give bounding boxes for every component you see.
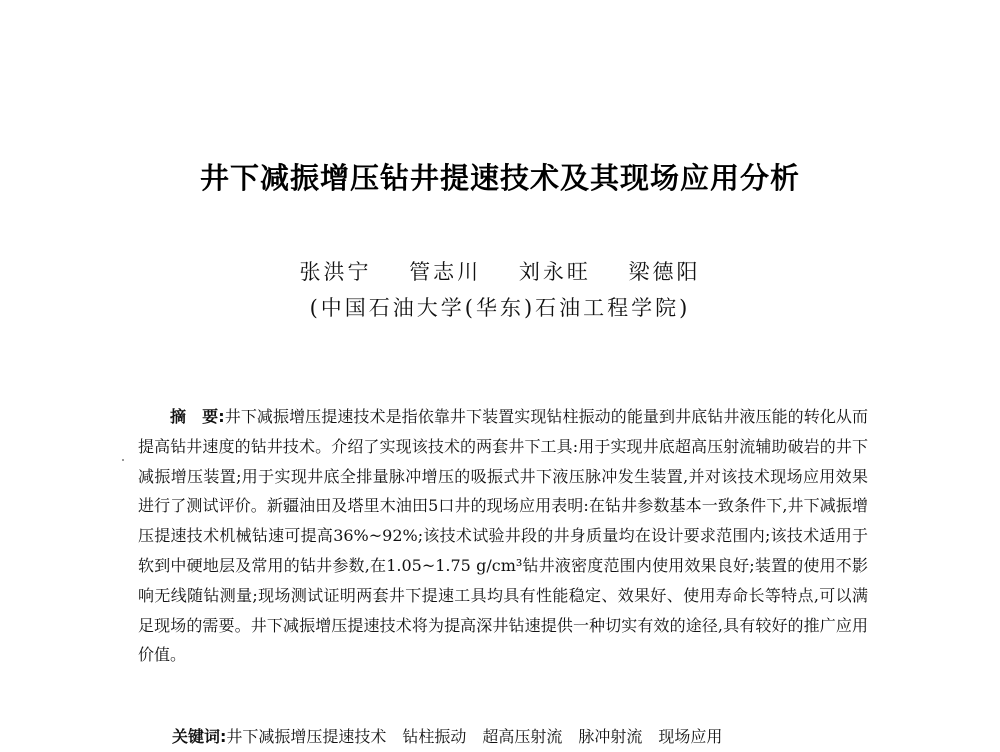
- abstract-text: 井下减振增压提速技术是指依靠井下装置实现钻柱振动的能量到井底钻井液压能的转化从而提高钻井速度的钻井技术。介绍了实现该技术的两套井下工具:用于实现井底超高压射流辅助破岩的井下减振增压装置;用于实现井底全排量脉冲增压的吸振式井下液压脉冲发生装置,并对该技术现场应用效果进行了测试评价。新疆油田及塔里木油田5口井的现场应用表明:在钻井参数基本一致条件下,井下减振增压提速技术机械钻速可提高36%~92%;该技术试验井段的井身质量均在设计要求范围内;该技术适用于软到中硬地层及常用的钻井参数,在1.05~1.75 g/cm³钻井液密度范围内使用效果良好;装置的使用不影响无线随钻测量;现场测试证明两套井下提速工具均具有性能稳定、效果好、使用寿命长等特点,可以满足现场的需要。井下减振增压提速技术将为提高深井钻速提供一种切实有效的途径,具有较好的推广应用价值。: [138, 407, 868, 665]
- abstract-label: 摘 要:: [170, 407, 225, 426]
- author-name: 管志川: [409, 260, 482, 284]
- affiliation: (中国石油大学(华东)石油工程学院): [309, 296, 691, 320]
- paper-title: 井下减振增压钻井提速技术及其现场应用分析: [199, 161, 800, 195]
- keywords-text: 井下减振增压提速技术 钻柱振动 超高压射流 脉冲射流 现场应用: [226, 727, 723, 746]
- keywords-line: [172, 722, 872, 752]
- author-list: [0, 256, 1000, 286]
- keywords-label: 关键词:: [172, 727, 227, 746]
- author-name: 刘永旺: [518, 260, 591, 284]
- abstract-paragraph: [138, 402, 868, 670]
- author-name: 张洪宁: [299, 260, 372, 284]
- author-name: 梁德阳: [628, 260, 701, 284]
- scan-speck: [122, 459, 124, 461]
